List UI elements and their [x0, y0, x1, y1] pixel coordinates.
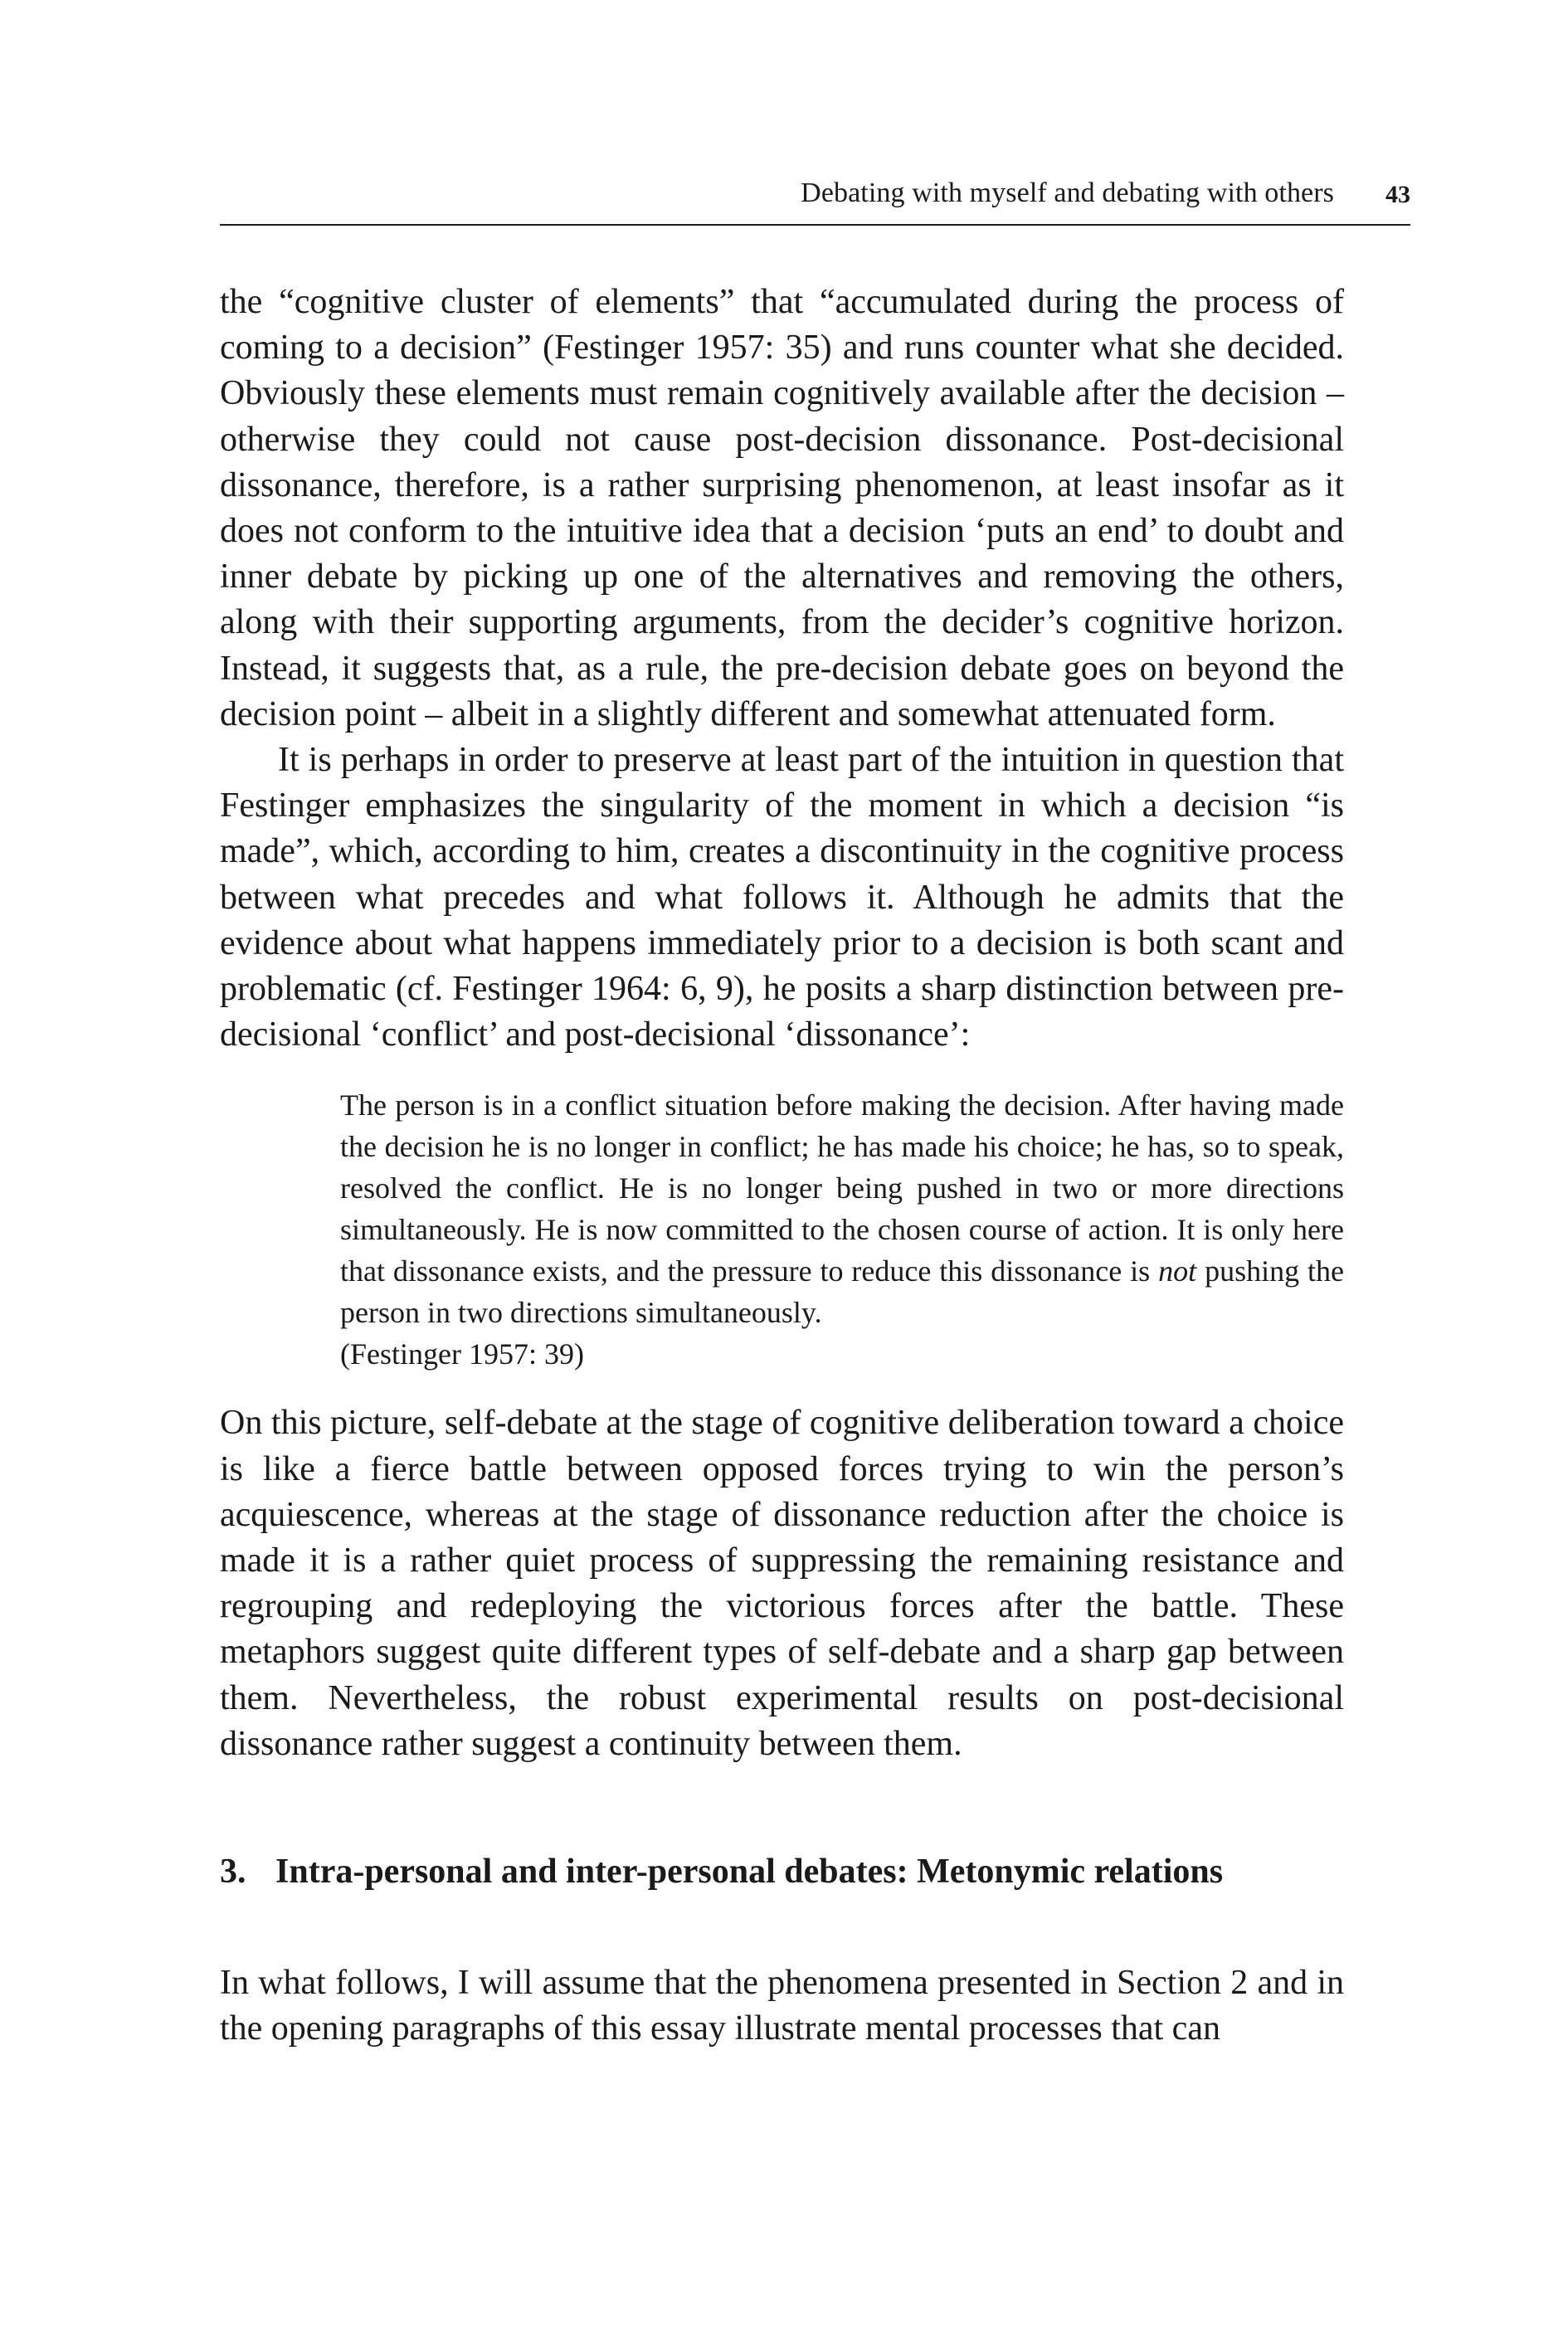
running-head [220, 174, 1410, 226]
paragraph-section-opening: In what follows, I will assume that the phenomena presented in Section 2 and in the opening paragraphs of this essay illustrate mental processes that can [220, 1964, 1344, 2048]
body-text [220, 280, 1344, 2052]
paragraph-festinger-distinction: It is perhaps in order to preserve at least part of the intuition in question that Festinger emphasizes the singularity of the moment in which a decision “is made”, which, according to him, creates a discontinuity in the cognitive process between what precedes and what follows it. Although he admits that the evidence about what happens immediately prior to a decision is both scant and problematic (cf. Festinger 1964: 6, 9), he posits a sharp distinction between pre-decisional ‘conflict’ and post-decisional ‘dissonance’: [220, 741, 1344, 1054]
page-number: 43 [1385, 181, 1410, 208]
section-heading [220, 1849, 1344, 1895]
section-title: Intra-personal and inter-personal debates: Metonymic relations [275, 1853, 1224, 1892]
paragraph-self-debate-picture: On this picture, self-debate at the stage of cognitive deliberation toward a choice is like a fierce battle between opposed forces trying to win the person’s acquiescence, whereas at the stage of dissonance reduction after the choice is made it is a rather quiet process of suppressing the remaining resistance and regrouping and redeploying the victorious forces after the battle. These metaphors suggest quite different types of self-debate and a sharp gap between them. Nevertheless, the robust experimental results on post-decisional dissonance rather suggest a continuity between them. [220, 1404, 1344, 1763]
quote-emphasis: not [1158, 1254, 1197, 1288]
section-number: 3. [220, 1853, 246, 1892]
running-title: Debating with myself and debating with others [801, 178, 1334, 208]
paragraph-continuation: the “cognitive cluster of elements” that “accumulated during the process of coming to a decision” (Festinger 1957: 35) and runs counter what she decided. Obviously these elements must remain cognitively available after the decision – otherwise they could not cause post-decision dissonance. Post-decisional dissonance, therefore, is a rather surprising phenomenon, at least insofar as it does not conform to the intuitive idea that a decision ‘puts an end’ to doubt and inner debate by picking up one of the alternatives and removing the others, along with their supporting arguments, from the decider’s cognitive horizon. Instead, it suggests that, as a rule, the pre-decision debate goes on beyond the decision point – albeit in a slightly different and somewhat attenuated form. [220, 283, 1344, 733]
quote-text-after: pushing the person in two directions simultaneously. [340, 1254, 1344, 1330]
block-quote [340, 1084, 1344, 1375]
quote-text-before: The person is in a conflict situation before making the decision. After having made the decision he is no longer in conflict; he has made his choice; he has, so to speak, resolved the conflict. He is no longer being pushed in two or more directions simultaneously. He is now committed to the chosen course of action. It is only here that dissonance exists, and the pressure to reduce this dissonance is [340, 1088, 1344, 1288]
quote-citation: (Festinger 1957: 39) [340, 1337, 584, 1371]
